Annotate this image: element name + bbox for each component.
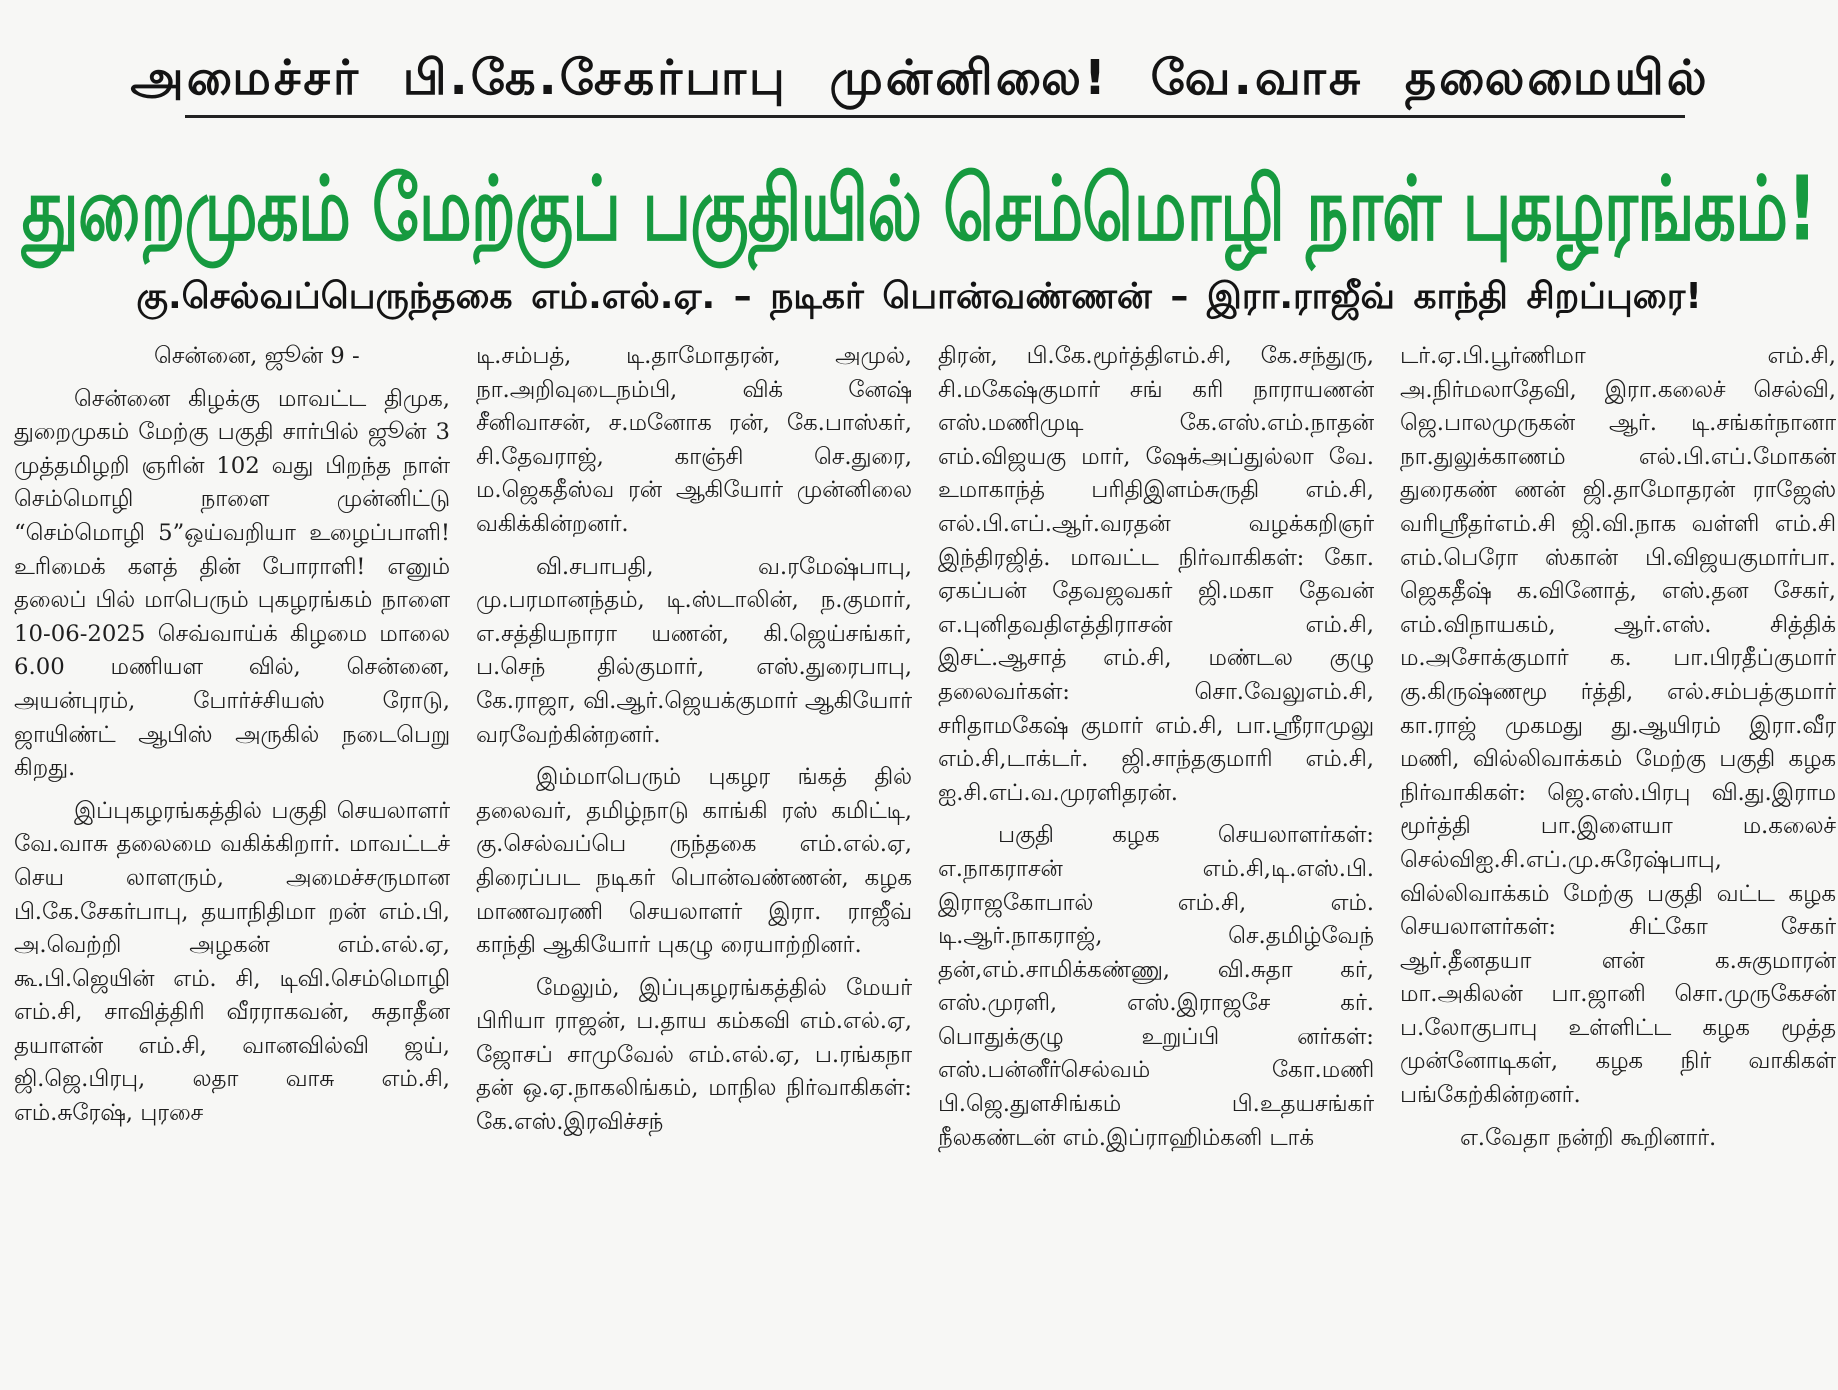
kicker-headline: அமைச்சர் பி.கே.சேகர்பாபு முன்னிலை! வே.வாசு தலைமையில் [130, 50, 1710, 106]
paragraph: எ.வேதா நன்றி கூறினார். [1460, 1124, 1717, 1151]
paragraph: பகுதி கழக செயலாளர்கள்: எ.நாகராசன் எம்.சி,டி.எஸ்.பி. இராஜகோபால் எம்.சி, எம். டி.ஆர்.நாகராஜ், செ.தமிழ்வேந் தன்,எம்.சாமிக்கண்ணு, வி.சுதா கர், எஸ்.முரளி, எஸ்.இராஜசே கர். பொதுக்குழு உறுப்பி னர்கள்: எஸ்.பன்னீர்செல்வம் கோ.மணி பி.ஜெ.துளசிங்கம் பி.உதயசங்கர் நீலகண்டன் எம்.இப்ராஹிம்கனி டாக் [938, 822, 1374, 1151]
paragraph: இப்புகழரங்கத்தில் பகுதி செயலாளர் வே.வாசு தலைமை வகிக்கிறார். மாவட்டச் செய லாளரும், அமைச்சருமான பி.கே.சேகர்பாபு, தயாநிதிமா றன் எம்.பி, அ.வெற்றி அழகன் எம்.எல்.ஏ, கூ.பி.ஜெயின் எம். சி, டிவி.செம்மொழி எம்.சி, சாவித்திரி வீரராகவன், சுதாதீன தயாளன் எம்.சி, வானவில்வி ஜய், ஜி.ஜெ.பிரபு, லதா வாசு எம்.சி, எம்.சுரேஷ், புரசை [14, 797, 450, 1127]
column-1 [14, 340, 450, 1390]
column-2 [476, 340, 912, 1390]
paragraph: இம்மாபெரும் புகழர ங்கத் தில் தலைவர், தமிழ்நாடு காங்கி ரஸ் கமிட்டி, கு.செல்வப்பெ ருந்தகை எம்.எல்.ஏ, திரைப்பட நடிகர் பொன்வண்ணன், கழக மாணவரணி செயலாளர் இரா. ராஜீவ் காந்தி ஆகியோர் புகழு ரையாற்றினர். [476, 764, 912, 959]
main-headline: துறைமுகம் மேற்குப் பகுதியில் செம்மொழி நாள் புகழரங்கம்! [21, 157, 1817, 262]
column-4 [1400, 340, 1836, 1390]
subheadline: கு.செல்வப்பெருந்தகை எம்.எல்.ஏ. – நடிகர் பொன்வண்ணன் – இரா.ராஜீவ் காந்தி சிறப்புரை! [136, 276, 1702, 317]
paragraph: மேலும், இப்புகழரங்கத்தில் மேயர் பிரியா ராஜன், ப.தாய கம்கவி எம்.எல்.ஏ, ஜோசப் சாமுவேல் எம்.எல்.ஏ, ப.ரங்கநா தன் ஒ.ஏ.நாகலிங்கம், மாநில நிர்வாகிகள்: கே.எஸ்.இரவிச்சந் [476, 974, 912, 1136]
paragraph: சென்னை கிழக்கு மாவட்ட திமுக, துறைமுகம் மேற்கு பகுதி சார்பில் ஜூன் 3 முத்தமிழறி ஞரின் 102 வது பிறந்த நாள் செம்மொழி நாளை முன்னிட்டு “செம்மொழி 5”ஒய்வறியா உழைப்பாளி! உரிமைக் களத் தின் போராளி! எனும் தலைப் பில் மாபெரும் புகழரங்கம் நாளை 10-06-2025 செவ்வாய்க் கிழமை மாலை 6.00 மணியள வில், சென்னை, அயன்புரம், போர்ச்சியஸ் ரோடு, ஜாயிண்ட் ஆபிஸ் அருகில் நடைபெறு கிறது. [14, 385, 450, 782]
dateline: சென்னை, ஜூன் 9 - [154, 343, 360, 369]
paragraph: திரன், பி.கே.மூர்த்திஎம்.சி, கே.சந்துரு, சி.மகேஷ்குமார் சங் கரி நாராயணன் எஸ்.மணிமுடி கே.எஸ்.எம்.நாதன் எம்.விஜயகு மார், ஷேக்அப்துல்லா வே. உமாகாந்த் பரிதிஇளம்சுருதி எம்.சி, எல்.பி.எப்.ஆர்.வரதன் வழக்கறிஞர் இந்திரஜித். மாவட்ட நிர்வாகிகள்: கோ. ஏகப்பன் தேவஜவகர் ஜி.மகா தேவன் எ.புனிதவதிஎத்திராசன் எம்.சி, இசட்.ஆசாத் எம்.சி, மண்டல குழு தலைவர்கள்: சொ.வேலுஎம்.சி, சரிதாமகேஷ் குமார் எம்.சி, பா.ஸ்ரீராமுலு எம்.சி,டாக்டர். ஜி.சாந்தகுமாரி எம்.சி, ஐ.சி.எப்.வ.முரளிதரன். [938, 343, 1374, 806]
paragraph: டர்.ஏ.பி.பூர்ணிமா எம்.சி, அ.நிர்மலாதேவி, இரா.கலைச் செல்வி, ஜெ.பாலமுருகன் ஆர். டி.சங்கர்நானா நா.துலுக்காணம் எல்.பி.எப்.மோகன் துரைகண் ணன் ஜி.தாமோதரன் ராஜேஸ் வரிஸ்ரீதர்எம்.சி ஜி.வி.நாக வள்ளி எம்.சி எம்.பெரோ ஸ்கான் பி.விஜயகுமார்பா. ஜெகதீஷ் க.வினோத், எஸ்.தன சேகர், எம்.விநாயகம், ஆர்.எஸ். சித்திக் ம.அசோக்குமார் க. பா.பிரதீப்குமார் கு.கிருஷ்ணமூ ர்த்தி, எல்.சம்பத்குமார் கா.ராஜ் முகமது து.ஆயிரம் இரா.வீர மணி, வில்லிவாக்கம் மேற்கு பகுதி கழக நிர்வாகிகள்: ஜெ.எஸ்.பிரபு வி.து.இராம மூர்த்தி பா.இளையா ம.கலைச் செல்விஐ.சி.எப்.மு.சுரேஷ்பாபு, வில்லிவாக்கம் மேற்கு பகுதி வட்ட கழக செயலாளர்கள்: சிட்கோ சேகர் ஆர்.தீனதயா ளன் க.சுகுமாரன் மா.அகிலன் பா.ஜானி சொ.முருகேசன் ப.லோகுபாபு உள்ளிட்ட கழக மூத்த முன்னோடிகள், கழக நிர் வாகிகள் பங்கேற்கின்றனர். [1400, 343, 1836, 1109]
article-body [14, 340, 1834, 1390]
column-3 [938, 340, 1374, 1390]
paragraph: வி.சபாபதி, வ.ரமேஷ்பாபு, மு.பரமானந்தம், டி.ஸ்டாலின், ந.குமார், எ.சத்தியநாரா யணன், கி.ஜெய்சங்கர், ப.செந் தில்குமார், எஸ்.துரைபாபு, கே.ராஜா, வி.ஆர்.ஜெயக்குமார் ஆகியோர் வரவேற்கின்றனர். [476, 553, 912, 748]
paragraph: டி.சம்பத், டி.தாமோதரன், அமுல், நா.அறிவுடைநம்பி, விக் னேஷ் சீனிவாசன், ச.மனோக ரன், கே.பாஸ்கர், சி.தேவராஜ், காஞ்சி செ.துரை, ம.ஜெகதீஸ்வ ரன் ஆகியோர் முன்னிலை வகிக்கின்றனர். [476, 343, 912, 537]
